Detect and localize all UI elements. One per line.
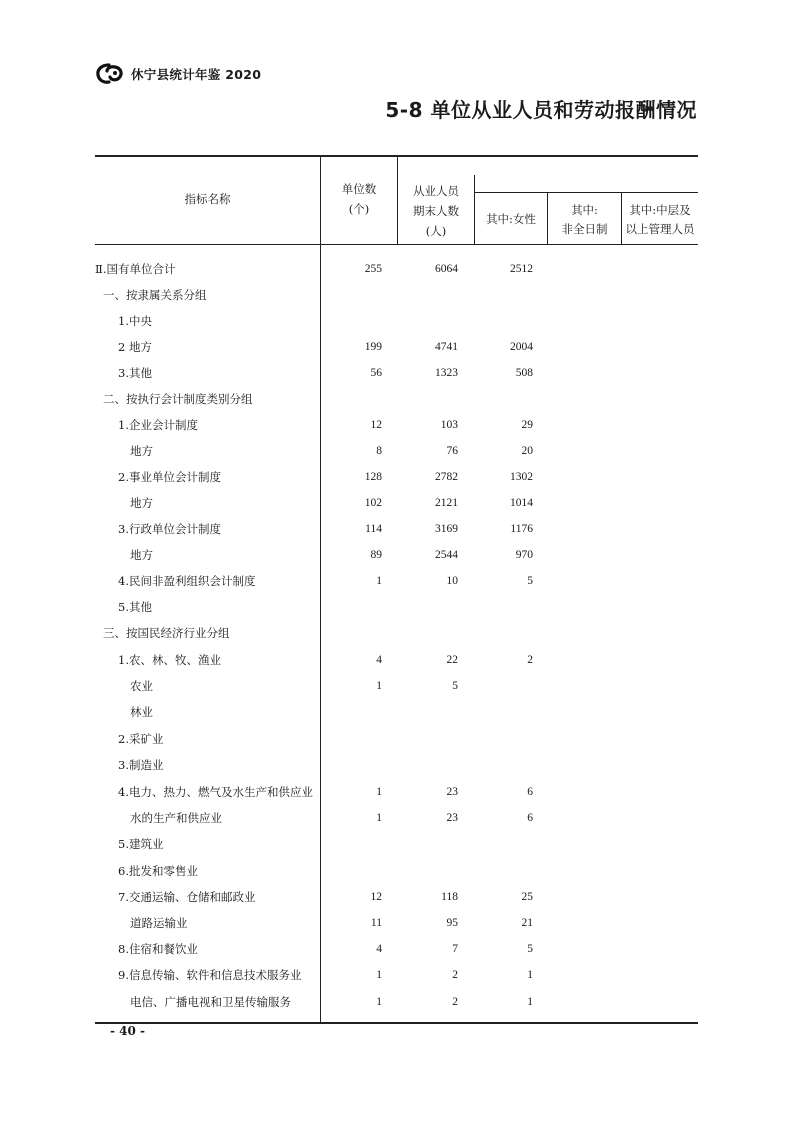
page-title: 5-8 单位从业人员和劳动报酬情况 — [385, 98, 697, 122]
cell-units: 102 — [364, 497, 382, 509]
cell-units: 1 — [376, 680, 382, 692]
cell-employees: 1323 — [435, 367, 458, 379]
book-title: 休宁县统计年鉴 2020 — [131, 67, 262, 82]
cell-units: 4 — [376, 654, 382, 666]
row-label: 3.其他 — [118, 366, 152, 380]
row-label: 2 地方 — [118, 340, 152, 354]
cell-female: 2512 — [510, 263, 533, 275]
cell-units: 1 — [376, 575, 382, 587]
cell-female: 25 — [521, 891, 533, 903]
cell-female: 6 — [527, 786, 533, 798]
row-label: 农业 — [130, 679, 153, 693]
cell-employees: 22 — [446, 654, 458, 666]
cell-female: 1 — [527, 969, 533, 981]
table-row — [95, 386, 698, 412]
cell-female: 508 — [515, 367, 533, 379]
cell-units: 128 — [364, 471, 382, 483]
row-label: 林业 — [130, 705, 153, 719]
cell-employees: 118 — [441, 891, 458, 903]
row-label: 5.其他 — [118, 600, 152, 614]
row-label: 二、按执行会计制度类别分组 — [103, 392, 253, 406]
cell-employees: 5 — [452, 680, 458, 692]
header-unit-count-line2: (个) — [348, 202, 370, 216]
table-row — [95, 256, 698, 282]
cell-female: 970 — [515, 549, 533, 561]
cell-employees: 2 — [452, 969, 458, 981]
cell-employees: 4741 — [435, 341, 458, 353]
cell-employees: 23 — [446, 812, 458, 824]
row-label: 道路运输业 — [130, 916, 188, 930]
yearbook-logo-icon — [95, 62, 125, 86]
table-row — [95, 884, 698, 910]
table-row — [95, 438, 698, 464]
header-group-rule — [474, 192, 698, 193]
table-row — [95, 360, 698, 386]
row-label: 电信、广播电视和卫星传输服务 — [130, 995, 291, 1009]
table-row — [95, 594, 698, 620]
table-row — [95, 334, 698, 360]
cell-female: 1014 — [510, 497, 533, 509]
cell-units: 1 — [376, 969, 382, 981]
table-row — [95, 673, 698, 699]
page-number: - 40 - — [110, 1024, 146, 1038]
cell-female: 1302 — [510, 471, 533, 483]
row-label: 4.民间非盈利组织会计制度 — [118, 574, 256, 588]
table-row — [95, 308, 698, 334]
cell-employees: 95 — [446, 917, 458, 929]
cell-units: 1 — [376, 786, 382, 798]
row-label: 地方 — [130, 548, 153, 562]
table-row — [95, 805, 698, 831]
running-header — [95, 62, 261, 86]
cell-employees: 10 — [446, 575, 458, 587]
row-label: 1.农、林、牧、渔业 — [118, 653, 221, 667]
header-female: 其中:女性 — [486, 212, 536, 226]
row-label: 8.住宿和餐饮业 — [118, 942, 198, 956]
table-row — [95, 282, 698, 308]
table-row — [95, 831, 698, 857]
cell-units: 56 — [370, 367, 382, 379]
cell-units: 255 — [364, 263, 382, 275]
header-mgmt-line1: 其中:中层及 — [629, 203, 691, 217]
table-row — [95, 962, 698, 988]
cell-units: 11 — [370, 917, 382, 929]
header-employees-line3: (人) — [425, 224, 447, 238]
row-label: 5.建筑业 — [118, 837, 164, 851]
row-label: 3.制造业 — [118, 758, 164, 772]
cell-employees: 6064 — [435, 263, 458, 275]
table-row — [95, 726, 698, 752]
header-nonfulltime-line2: 非全日制 — [561, 222, 608, 236]
cell-units: 8 — [376, 445, 382, 457]
cell-employees: 76 — [446, 445, 458, 457]
cell-employees: 103 — [440, 419, 458, 431]
header-nonfulltime-line1: 其中: — [571, 203, 598, 217]
cell-units: 1 — [376, 996, 382, 1008]
table-row — [95, 620, 698, 646]
row-label: 三、按国民经济行业分组 — [103, 626, 230, 640]
cell-units: 199 — [364, 341, 382, 353]
cell-female: 2004 — [510, 341, 533, 353]
table-row — [95, 516, 698, 542]
cell-female: 29 — [521, 419, 533, 431]
cell-female: 1176 — [510, 523, 533, 535]
header-employees-line2: 期末人数 — [413, 204, 459, 218]
row-label: 4.电力、热力、燃气及水生产和供应业 — [118, 785, 313, 799]
cell-employees: 23 — [446, 786, 458, 798]
row-label: 9.信息传输、软件和信息技术服务业 — [118, 968, 302, 982]
table-row — [95, 542, 698, 568]
table-row — [95, 464, 698, 490]
row-label: 2.事业单位会计制度 — [118, 470, 221, 484]
table-row — [95, 936, 698, 962]
row-label: 1.企业会计制度 — [118, 418, 198, 432]
header-mgmt-line2: 以上管理人员 — [625, 222, 695, 236]
table-row — [95, 858, 698, 884]
row-label: 7.交通运输、仓储和邮政业 — [118, 890, 256, 904]
row-label: 6.批发和零售业 — [118, 864, 198, 878]
header-unit-count-line1: 单位数 — [341, 182, 377, 196]
table-row — [95, 647, 698, 673]
cell-female: 5 — [527, 943, 533, 955]
cell-female: 2 — [527, 654, 533, 666]
table-row — [95, 910, 698, 936]
row-label: 地方 — [130, 444, 153, 458]
table-row — [95, 568, 698, 594]
row-label: 一、按隶属关系分组 — [103, 288, 207, 302]
table-row — [95, 412, 698, 438]
cell-female: 5 — [527, 575, 533, 587]
row-label: 1.中央 — [118, 314, 152, 328]
table-row — [95, 989, 698, 1015]
row-label: 2.采矿业 — [118, 732, 164, 746]
cell-units: 89 — [370, 549, 382, 561]
cell-female: 21 — [521, 917, 533, 929]
row-label: 水的生产和供应业 — [130, 811, 222, 825]
cell-employees: 3169 — [435, 523, 458, 535]
table-row — [95, 779, 698, 805]
cell-employees: 2544 — [435, 549, 458, 561]
table-row — [95, 752, 698, 778]
table-row — [95, 490, 698, 516]
row-label: 3.行政单位会计制度 — [118, 522, 221, 536]
cell-units: 1 — [376, 812, 382, 824]
cell-units: 4 — [376, 943, 382, 955]
cell-female: 20 — [521, 445, 533, 457]
cell-employees: 2782 — [435, 471, 458, 483]
table-bottom-rule — [95, 1022, 698, 1024]
cell-units: 114 — [365, 523, 382, 535]
header-indicator: 指标名称 — [184, 192, 231, 206]
cell-female: 6 — [527, 812, 533, 824]
cell-units: 12 — [370, 419, 382, 431]
cell-employees: 2121 — [435, 497, 458, 509]
row-label: Ⅱ.国有单位合计 — [95, 262, 176, 276]
header-employees-line1: 从业人员 — [413, 184, 459, 198]
table-row — [95, 699, 698, 725]
cell-units: 12 — [370, 891, 382, 903]
row-label: 地方 — [130, 496, 153, 510]
cell-female: 1 — [527, 996, 533, 1008]
cell-employees: 2 — [452, 996, 458, 1008]
cell-employees: 7 — [452, 943, 458, 955]
